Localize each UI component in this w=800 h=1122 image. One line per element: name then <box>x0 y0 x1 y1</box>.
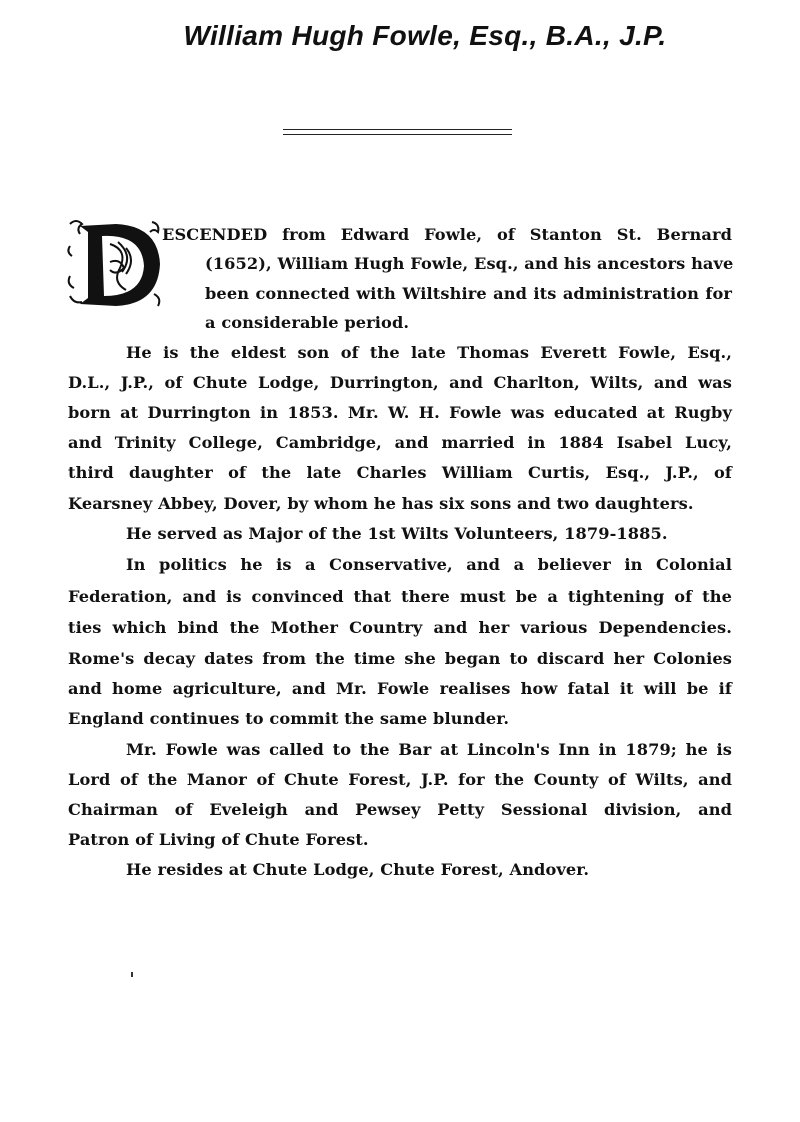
text-line: Chairman of Eveleigh and Pewsey Petty Sessional division, and <box>68 800 732 819</box>
text-line: Mr. Fowle was called to the Bar at Lincoln's Inn in 1879; he is <box>126 740 732 759</box>
text-line: and home agriculture, and Mr. Fowle realises how fatal it will be if <box>68 679 732 698</box>
text-line: Kearsney Abbey, Dover, by whom he has six sons and two daughters. <box>68 494 694 513</box>
page-title: William Hugh Fowle, Esq., B.A., J.P. <box>183 20 667 51</box>
text-line: third daughter of the late Charles William Curtis, Esq., J.P., of <box>68 463 732 482</box>
text-line: been connected with Wiltshire and its administration for <box>205 284 732 303</box>
text-line: Federation, and is convinced that there must be a tightening of the <box>68 587 732 606</box>
text-line: Patron of Living of Chute Forest. <box>68 830 369 849</box>
text-line: ESCENDED from Edward Fowle, of Stanton St. Bernard <box>162 225 732 244</box>
text-line: In politics he is a Conservative, and a believer in Colonial <box>126 555 732 574</box>
ornamental-drop-cap-d <box>66 216 164 311</box>
text-line: a considerable period. <box>205 313 410 332</box>
text-line: He is the eldest son of the late Thomas Everett Fowle, Esq., <box>126 343 732 362</box>
text-line: Lord of the Manor of Chute Forest, J.P. for the County of Wilts, and <box>68 770 732 789</box>
text-line: D.L., J.P., of Chute Lodge, Durrington, and Charlton, Wilts, and was <box>68 373 732 392</box>
text-line: England continues to commit the same blunder. <box>68 709 510 728</box>
text-line: He resides at Chute Lodge, Chute Forest, Andover. <box>126 860 590 879</box>
stray-print-mark <box>131 972 133 977</box>
text-line: born at Durrington in 1853. Mr. W. H. Fowle was educated at Rugby <box>68 403 732 422</box>
text-line: and Trinity College, Cambridge, and married in 1884 Isabel Lucy, <box>68 433 732 452</box>
title-divider <box>283 129 512 135</box>
text-line: (1652), William Hugh Fowle, Esq., and his ancestors have <box>205 254 734 273</box>
text-line: Rome's decay dates from the time she began to discard her Colonies <box>68 649 732 668</box>
text-line: He served as Major of the 1st Wilts Volunteers, 1879-1885. <box>126 524 668 543</box>
text-line: ties which bind the Mother Country and her various Dependencies. <box>68 618 732 637</box>
